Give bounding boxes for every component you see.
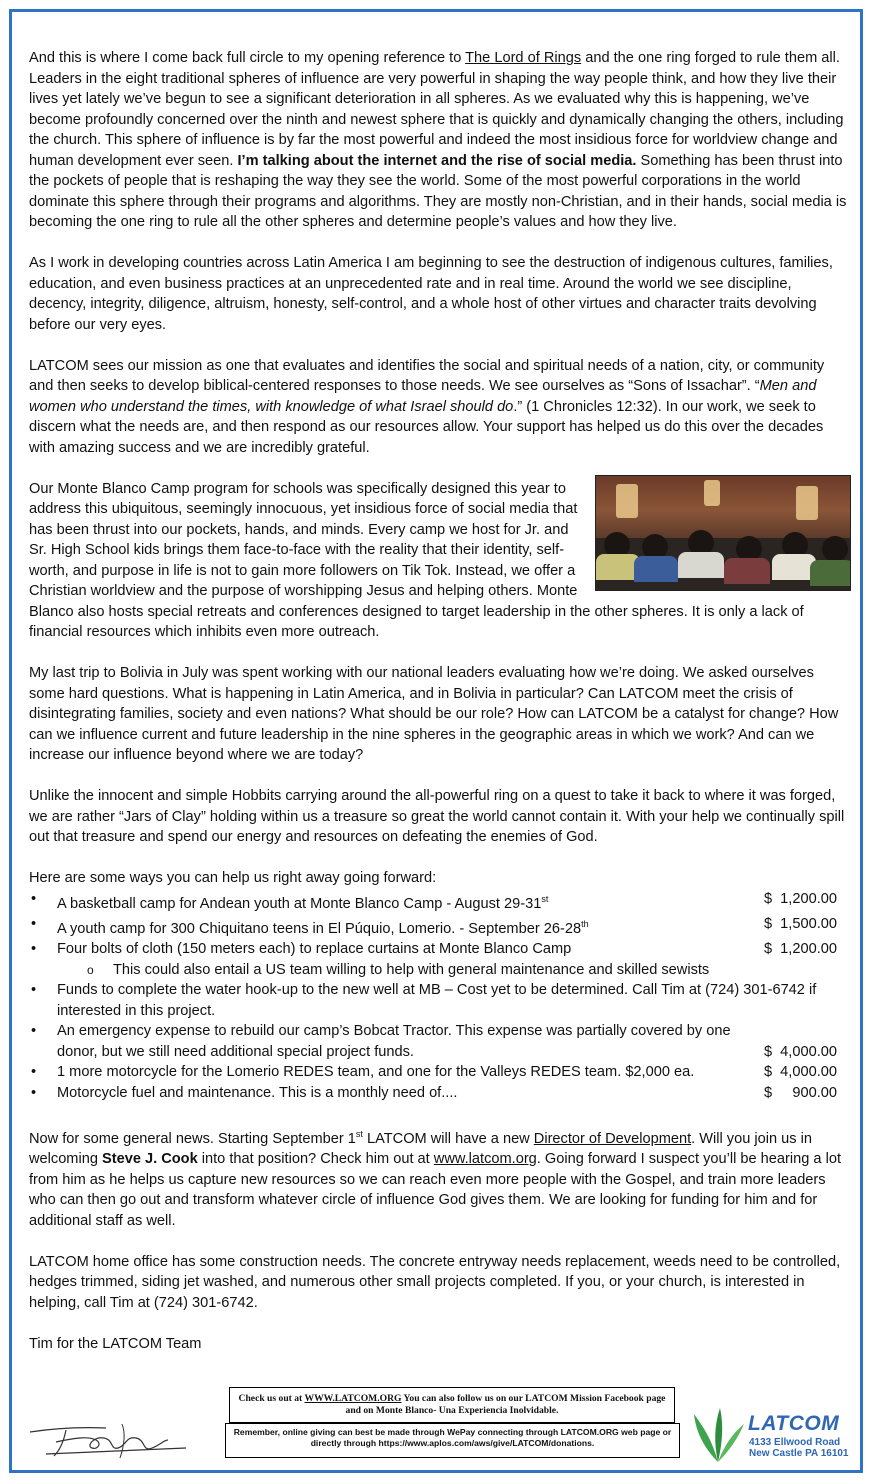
list-item: • Four bolts of cloth (150 meters each) to replace curtains at Monte Blanco Camp $ 1,200.00 (29, 939, 851, 960)
paragraph-monte-blanco: Our Monte Blanco Camp program for schools was specifically designed this year to address this ubiquitous, seemingly innocuous, yet insidious force of social media that has been thrust into our pockets, hands, and minds. Every camp we host for Jr. and Sr. High School kids brings them face-to-face with the reality that their identity, self-worth, and purpose in life is not to gain more followers on Tik Tok. Instead, we offer a Christian worldview and the purpose of worshipping Jesus and helping others. Monte Blanco also hosts special retreats and conferences designed to target leadership in the other spheres. It is only a lack of financial resources which inhibits even more outreach. (29, 480, 804, 640)
paragraph-construction-needs: LATCOM home office has some construction needs. The concrete entryway needs replacement, weeds need to be controlled, hedges trimmed, siding jet washed, and numerous other small projects completed. If you, or your church, is interested in helping, call Tim at (724) 301-6742. (29, 1253, 841, 1311)
list-item: o This could also entail a US team willing to help with general maintenance and skilled sewists (29, 960, 851, 981)
item-amount: $ 1,200.00 (763, 941, 837, 958)
item-amount: $ 1,500.00 (763, 915, 837, 932)
item-amount: $ 4,000.00 (763, 1064, 837, 1081)
signoff: Tim for the LATCOM Team (29, 1335, 202, 1352)
latcom-address: 4133 Ellwood Road New Castle PA 16101 (749, 1437, 849, 1459)
camp-photo (595, 475, 851, 591)
issachar-quote: Men and women who understand the times, with knowledge of what Israel should do (29, 378, 817, 415)
paragraph-general-news: Now for some general news. Starting September 1st LATCOM will have a new Director of Development. Will you join us in welcoming Steve J. Cook into that position? Check him out at www.latcom.org. Going forward I suspect you’ll be hearing a lot from him as he helps us capture new resources so we can reach even more people with the Gospel, and train more leaders who can then go out and transform whatever circle of influence God gives them. We are looking for funding for him and for additional staff as well. (29, 1128, 841, 1229)
list-item: • 1 more motorcycle for the Lomerio REDES team, and one for the Valleys REDES team. $2,000 ea. $ 4,000.00 (29, 1062, 851, 1083)
list-item: • An emergency expense to rebuild our camp’s Bobcat Tractor. This expense was partially covered by one donor, but we still need additional special project funds. $ 4,000.00 (29, 1021, 851, 1062)
latcom-website-link[interactable]: www.latcom.org (433, 1151, 537, 1168)
letter-body (29, 48, 851, 1354)
director-link: Director of Development (533, 1130, 692, 1147)
giving-info-box: Remember, online giving can best be made through WePay connecting through LATCOM.ORG web page or directly through https://www.aplos.com/aws/give/LATCOM/donations. (225, 1423, 680, 1458)
paragraph-mission: LATCOM sees our mission as one that evaluates and identifies the social and spiritual needs of a nation, city, or community and then seeks to develop biblical-centered responses to those needs. We see ourselves as “Sons of Issachar”. “Men and women who understand the times, with knowledge of what Israel should do.” (1 Chronicles 12:32). In our work, we seek to discern what the needs are, and then respond as our resources allow. Your support has helped us do this over the decades with amazing success and we are incredibly grateful. (29, 357, 825, 456)
list-item: • Motorcycle fuel and maintenance. This is a monthly need of.... $ 900.00 (29, 1083, 851, 1104)
list-item: • A basketball camp for Andean youth at Monte Blanco Camp - August 29-31st $ 1,200.00 (29, 889, 851, 914)
item-amount: $ 1,200.00 (763, 890, 837, 907)
social-media-emphasis: I’m talking about the internet and the rise of social media. (237, 152, 637, 169)
steve-cook-name: Steve J. Cook (102, 1151, 198, 1168)
latcom-leaf-logo-icon (690, 1404, 746, 1464)
paragraph-latin-america: As I work in developing countries across Latin America I am beginning to see the destruction of indigenous cultures, families, education, and even business practices at an unprecedented rate and in real time. Around the world we see discipline, decency, integrity, diligence, altruism, honesty, self-control, and a whole host of other virtues and character traits devolving before our very eyes. (29, 255, 833, 333)
lord-of-rings-link: The Lord of Rings (465, 50, 582, 66)
signature-icon (26, 1418, 190, 1462)
list-item: • A youth camp for 300 Chiquitano teens in El Púquio, Lomerio. - September 26-28th $ 1,500.00 (29, 914, 851, 939)
follow-us-box: Check us out at WWW.LATCOM.ORG You can also follow us on our LATCOM Mission Facebook page and on Monte Blanco- Una Experiencia Inolvidable. (229, 1387, 675, 1423)
paragraph-bolivia-trip: My last trip to Bolivia in July was spent working with our national leaders evaluating how we’re doing. We asked ourselves some hard questions. What is happening in Latin America, and in Bolivia in particular? Can LATCOM meet the crisis of disintegrating families, society and even nations? What should be our role? How can LATCOM be a catalyst for change? How can we influence current and future leadership in the nine spheres in the geographic areas in which we work? And can we increase our influence beyond where we are today? (29, 665, 839, 763)
paragraph-lord-of-rings: And this is where I come back full circle to my opening reference to The Lord of Rings and the one ring forged to rule them all. Leaders in the eight traditional spheres of influence are very powerful in shaping the way people think, and how they live their lives yet lately we’ve begun to see a significant deterioration in all spheres. As we evaluated why this is happening, we’ve become profoundly concerned over the ninth and newest sphere that is quickly and dynamically changing the others, including the church. This sphere of influence is by far the most powerful and indeed the most insidious force for worldview change and human development ever seen. I’m talking about the internet and the rise of social media. Something has been thrust into the pockets of people that is reshaping the way they see the world. Some of the most powerful corporations in the world dominate this sphere through their programs and algorithms. They are mostly non-Christian, and in their hands, social media is becoming the one ring to rule all the other spheres and determine people’s values and how they live. (29, 50, 847, 230)
list-item: • Funds to complete the water hook-up to the new well at MB – Cost yet to be determined. Call Tim at (724) 301-6742 if interested in this project. (29, 980, 851, 1021)
latcom-logo-text: LATCOM (748, 1412, 840, 1435)
latcom-url-link[interactable]: WWW.LATCOM.ORG (304, 1393, 402, 1404)
needs-intro: Here are some ways you can help us right away going forward: (29, 870, 437, 886)
needs-list (29, 889, 851, 1104)
item-amount: $ 900.00 (763, 1084, 837, 1101)
paragraph-jars-of-clay: Unlike the innocent and simple Hobbits carrying around the all-powerful ring on a quest to take it back to where it was forged, we are rather “Jars of Clay” holding within us a treasure so great the world cannot contain it. With your help we continually spill out that treasure and spend our energy and resources on defeating the enemies of God. (29, 788, 845, 845)
item-amount: $ 4,000.00 (763, 1043, 837, 1060)
